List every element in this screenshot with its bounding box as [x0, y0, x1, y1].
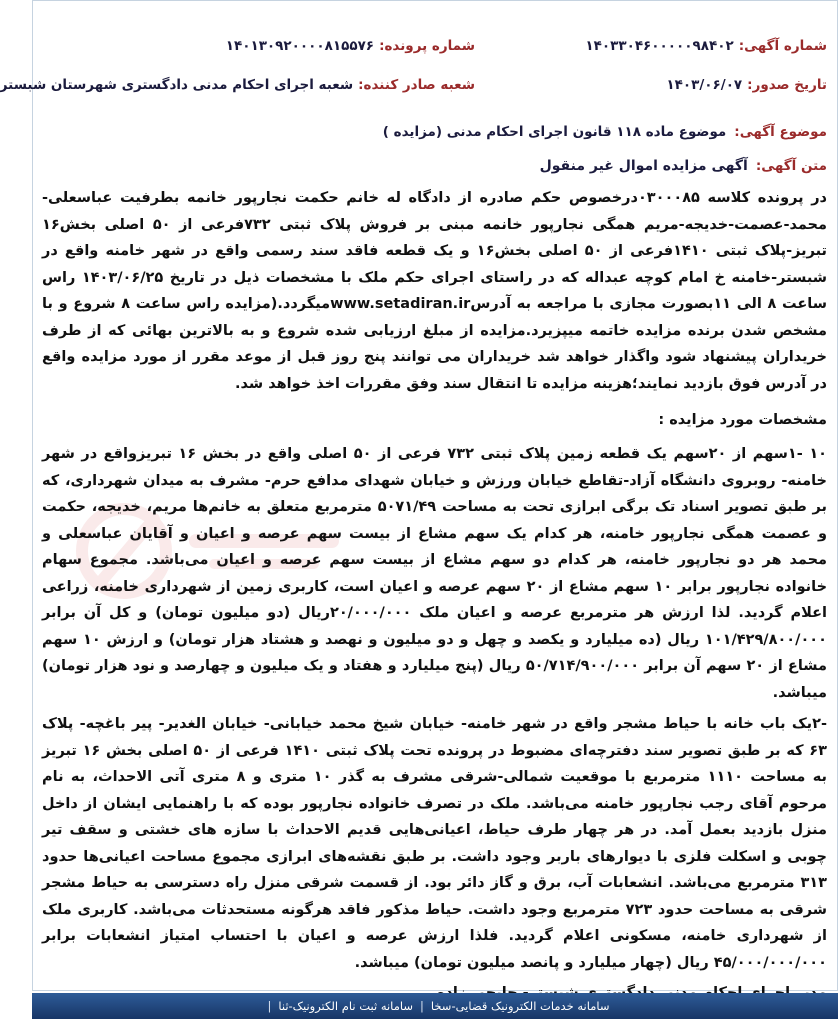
- footer-separator: |: [267, 999, 272, 1013]
- auction-item-2: -۲یک باب خانه با حیاط مشجر واقع در شهر خامنه- خیابان شیخ محمد خیابانی- خیابان الغدیر- پیر باغچه- پلاک ۶۳ که بر طبق تصویر سند دفترچه‌ای مضبوط در پرونده تحت پلاک ثبتی ۱۴۱۰ فرعی از ۵۰ اصلی بخش ۱۶ تبریز به مساحت ۱۱۱۰ مترمربع با موقعیت شمالی-شرقی مشرف به گذر ۱۰ متری و ۸ متری آتی الاحداث، به نام مرحوم آقای رجب نجارپور خامنه می‌باشد. ملک در تصرف خانواده نجارپور بوده که با راهنمایی ایشان از داخل منزل بازدید بعمل آمد. در هر چهار طرف حیاط، اعیانی‌هایی قدیم الاحداث با سازه های خشتی و سقف تیر چوبی و اسکلت فلزی با دیوارهای باربر وجود داشت. بر طبق نقشه‌های ابرازی مجموع مساحت اعیانی‌ها حدود ۳۱۳ مترمربع می‌باشد. انشعابات آب، برق و گاز دائر بود. از قسمت شرقی منزل راه دسترسی به حیاط مشجر شرقی به مساحت حدود ۷۲۳ مترمربع وجود داشت. حیاط مذکور فاقد هرگونه مستحدثات می‌باشد. کاربری ملک از شهرداری خامنه، مسکونی اعلام گردید. فلذا ارزش عرصه و اعیان با احتساب امتیاز انشعابات برابر ۴۵/۰۰۰/۰۰۰/۰۰۰ ریال (چهار میلیارد و پانصد میلیون تومان) میباشد.: [42, 716, 827, 971]
- issuing-branch-value: شعبه اجرای احکام مدنی دادگستری شهرستان شبستر: [0, 77, 354, 93]
- case-number: [0, 35, 475, 57]
- issue-date-label: تاریخ صدور:: [747, 77, 827, 93]
- intro-paragraph: در پرونده کلاسه ۰۳۰۰۰۸۵درخصوص حکم صادره از دادگاه له خانم حکمت نجارپور خانمه بطرفیت عباسعلی-محمد-عصمت-خدیجه-مریم همگی نجارپور خانمه مبنی بر فروش پلاک ثبتی ۷۳۲فرعی از ۵۰ اصلی بخش۱۶ تبریز-پلاک ثبتی ۱۴۱۰فرعی از ۵۰ اصلی بخش۱۶ و یک قطعه فاقد سند رسمی واقع در شهر خامنه واقع در شبستر-خامنه خ امام کوچه عبداله که در راستای اجرای حکم ملک با مشخصات ذیل در تاریخ ۱۴۰۳/۰۶/۲۵ راس ساعت ۸ الی ۱۱بصورت مجازی با مراجعه به آدرسwww.setadiran.irمیگردد.(مزایده راس ساعت ۸ شروع و با مشخص شدن برنده مزایده خاتمه میپزیرد.مزایده از مبلغ ارزیابی شده شروع و به بالاترین بهائی که از طرف خریداران پیشنهاد شود واگذار خواهد شد خریداران می توانند پنج روز قبل از موعد مقرر از مورد مزایده واقع در آدرس فوق بازدید نمایند؛هزینه مزایده تا انتقال سند وفق مقررات اخذ خواهد شد.: [42, 190, 828, 392]
- notice-text-label: متن آگهی:: [755, 158, 827, 174]
- footer-bar: [32, 993, 838, 1019]
- footer-link-sana[interactable]: سامانه ثبت نام الکترونیک-ثنا: [278, 999, 413, 1013]
- issuing-branch: [0, 74, 475, 96]
- subject-label: موضوع آگهی:: [734, 124, 827, 140]
- notice-subject: [42, 121, 827, 143]
- notice-text-value: آگهی مزایده اموال غیر منقول: [539, 158, 748, 174]
- notice-title: [42, 155, 827, 177]
- subject-value: موضوع ماده ۱۱۸ قانون اجرای احکام مدنی (مزایده ): [382, 124, 727, 140]
- footer-separator: |: [420, 999, 424, 1013]
- items-heading: مشخصات مورد مزایده :: [658, 412, 827, 428]
- issue-date: [475, 74, 827, 96]
- issuing-branch-label: شعبه صادر کننده:: [358, 77, 475, 93]
- auction-item-1: ۱۰ -۱سهم از ۲۰سهم یک قطعه زمین پلاک ثبتی ۷۳۲ فرعی از ۵۰ اصلی واقع در بخش ۱۶ تبریزواقع در شهر خامنه- روبروی دانشگاه آزاد-تقاطع خیابان ورزش و خیابان شهدای مدافع حرم- مشرف به میدان شهرداری، که بر طبق تصویر اسناد تک برگی ابرازی تحت به مساحت ۵۰۷۱/۴۹ مترمربع متعلق به خانم‌ها مریم، خدیجه، حکمت و عصمت همگی نجارپور خامنه، هر کدام یک سهم مشاع از بیست سهم عرصه و اعیان و آقایان عباسعلی و محمد هر دو نجارپور خامنه، هر کدام دو سهم مشاع از بیست سهم عرصه و اعیان می‌باشد. مجموع سهام خانواده نجارپور برابر ۱۰ سهم مشاع از ۲۰ سهم عرصه و اعیان است، کاربری زمین از شهرداری خامنه، زراعی اعلام گردید. لذا ارزش هر مترمربع عرصه و اعیان ملک ۲۰/۰۰۰/۰۰۰ریال (دو میلیون تومان) و کل آن برابر ۱۰۱/۴۲۹/۸۰۰/۰۰۰ ریال (ده میلیارد و یکصد و چهل و دو میلیون و نهصد و هشتاد هزار تومان) و ارزش ۱۰ سهم مشاع از ۲۰ سهم آن برابر ۵۰/۷۱۴/۹۰۰/۰۰۰ ریال (پنج میلیارد و هفتاد و یک میلیون و چهارصد و نود هزار تومان) میباشد.: [42, 446, 828, 701]
- notice-body: [42, 185, 827, 1007]
- ad-number-value: ۱۴۰۳۳۰۴۶۰۰۰۰۰۹۸۴۰۲: [585, 38, 734, 54]
- case-number-value: ۱۴۰۱۳۰۹۲۰۰۰۰۸۱۵۵۷۶: [225, 38, 375, 54]
- issue-date-value: ۱۴۰۳/۰۶/۰۷: [666, 77, 743, 93]
- ad-number-label: شماره آگهی:: [738, 38, 827, 54]
- footer-link-sakha[interactable]: سامانه خدمات الکترونیک قضایی-سخا: [430, 999, 610, 1013]
- case-number-label: شماره پرونده:: [379, 38, 475, 54]
- notice-meta: [0, 35, 827, 96]
- ad-number: [475, 35, 827, 57]
